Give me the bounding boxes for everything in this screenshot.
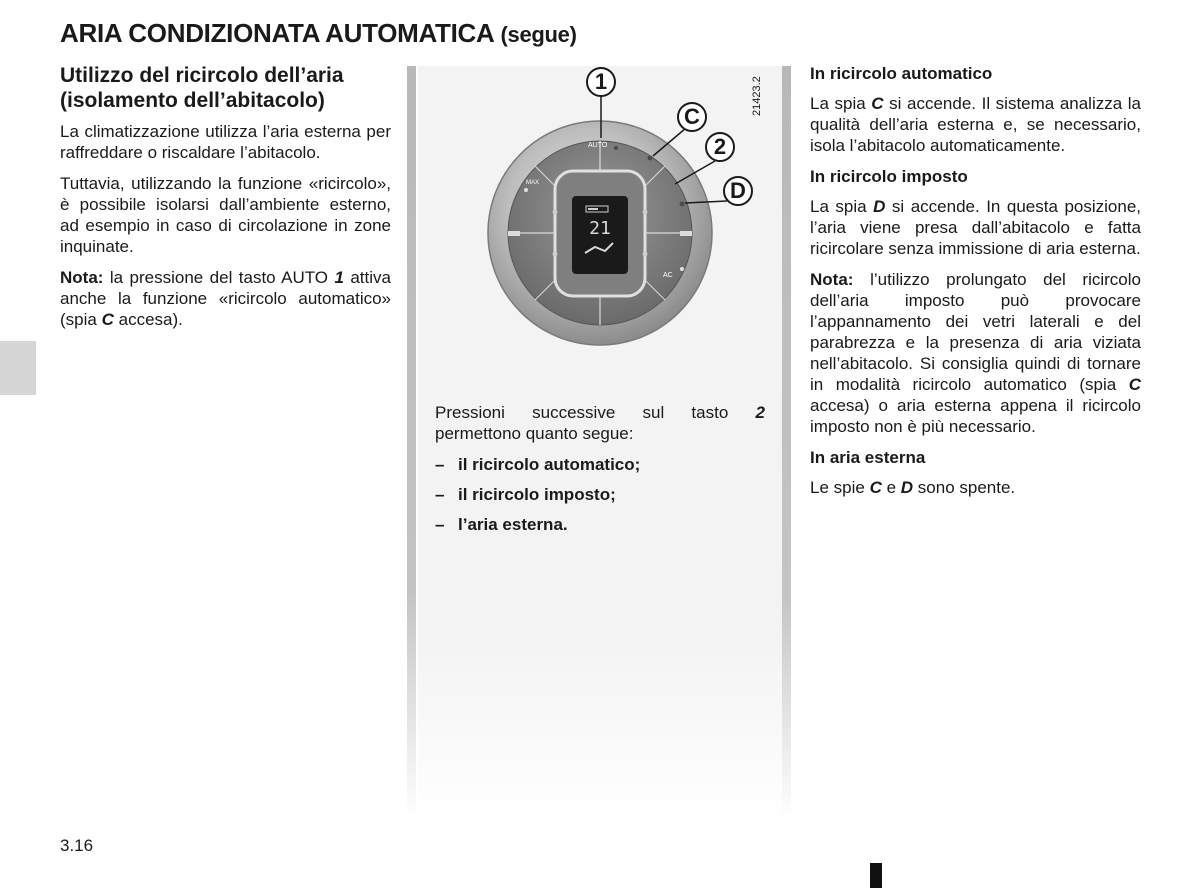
- section-heading-line1: Utilizzo del ricircolo dell’aria: [60, 64, 344, 87]
- page-title-text: ARIA CONDIZIONATA AUTOMATICA: [60, 18, 494, 48]
- list-dash: –: [435, 515, 445, 534]
- ac-button-label: AC: [663, 272, 673, 279]
- mode-list: [435, 454, 765, 535]
- figure-reference-number: 21423.2: [751, 76, 763, 116]
- svg-text:21: 21: [589, 218, 611, 239]
- page-title: [60, 18, 577, 49]
- auto-text-b: si accende. Il sistema analizza la qualità dell’aria esterna e, se necessario, isola l’abitacolo automaticamente.: [810, 94, 1142, 155]
- outside-indicator-c: C: [869, 478, 882, 497]
- note-text-a: l’utilizzo prolungato del ricircolo dell’aria imposto può provocare l’appannamento dei vetri laterali e del parabrezza e la presenza di aria viziata nell’abitacolo. Si consiglia quindi di tornare in modalità ricircolo automatico (spia: [810, 270, 1141, 394]
- note-text-b: accesa) o aria esterna appena il ricircolo imposto non è più necessario.: [810, 396, 1141, 436]
- forced-text-b: si accende. In questa posizione, l’aria viene presa dall’abitacolo e fatta ricircolare senza immissione di aria esterna.: [810, 197, 1141, 258]
- column-divider-right: [782, 66, 791, 821]
- paragraph-forced-recirculation: [810, 196, 1141, 259]
- page-number: 3.16: [60, 836, 94, 855]
- list-item: [435, 454, 765, 475]
- subheading-auto-recirculation: In ricircolo automatico: [810, 64, 993, 83]
- auto-text-a: La spia: [810, 94, 866, 113]
- callout-c: C: [677, 102, 707, 132]
- max-button-label: MAX: [526, 180, 540, 186]
- outside-text-a: Le spie: [810, 478, 865, 497]
- column-divider-left: [407, 66, 416, 821]
- paragraph-intro: La climatizzazione utilizza l’aria esterna per raffreddare o riscaldare l’abitacolo.: [60, 122, 391, 162]
- note-text-b: attiva anche la funzione «ricircolo automatico» (spia: [60, 268, 391, 329]
- paragraph-outside-air: [810, 477, 1141, 498]
- page-title-suffix: (segue): [500, 22, 577, 47]
- paragraph-note-recirculation: [810, 269, 1141, 437]
- callout-2: 2: [705, 132, 735, 162]
- list-item-text: l’aria esterna.: [458, 515, 568, 534]
- subheading-forced-recirculation: In ricircolo imposto: [810, 167, 968, 186]
- paragraph-recirculation: Tuttavia, utilizzando la funzione «ricircolo», è possibile isolarsi dall’ambiente esterno, ad esempio in caso di circolazione in zone inquinate.: [60, 174, 391, 256]
- key-presses-text-a: Pressioni successive sul tasto: [435, 403, 729, 422]
- indicator-d-light: [680, 202, 685, 207]
- note-label: Nota:: [810, 270, 854, 289]
- key-presses-text-b: permettono quanto segue:: [435, 424, 634, 443]
- note-indicator-letter: C: [101, 310, 114, 329]
- note-key-number: 1: [334, 268, 344, 287]
- section-heading-line2: (isolamento dell’abitacolo): [60, 89, 325, 112]
- column-middle: [435, 402, 765, 544]
- list-item: [435, 484, 765, 505]
- outside-indicator-d: D: [900, 478, 914, 497]
- outside-text-b: sono spente.: [917, 478, 1016, 497]
- indicator-c-light: [648, 156, 653, 161]
- paragraph-key-presses: [435, 402, 765, 444]
- climate-control-figure: [435, 66, 765, 396]
- list-dash: –: [435, 455, 445, 474]
- outside-text-and: e: [886, 478, 897, 497]
- auto-indicator-letter: C: [871, 94, 884, 113]
- paragraph-auto-recirculation: [810, 93, 1141, 156]
- print-mark: [870, 863, 882, 888]
- chapter-tab: [0, 341, 36, 395]
- forced-indicator-letter: D: [873, 197, 886, 216]
- auto-button-label: AUTO: [588, 142, 608, 149]
- list-item-text: il ricircolo automatico;: [458, 455, 641, 474]
- column-left: [60, 63, 391, 340]
- list-dash: –: [435, 485, 445, 504]
- note-indicator-letter: C: [1128, 375, 1141, 394]
- list-item-text: il ricircolo imposto;: [458, 485, 616, 504]
- section-heading: [60, 63, 391, 113]
- forced-text-a: La spia: [810, 197, 867, 216]
- note-text-a: la pressione del tasto AUTO: [109, 268, 329, 287]
- list-item: [435, 514, 765, 535]
- key-presses-number: 2: [755, 403, 765, 422]
- climate-control-illustration: [435, 66, 765, 396]
- column-right: [810, 63, 1141, 508]
- callout-d: D: [723, 176, 753, 206]
- paragraph-note: [60, 267, 391, 330]
- note-text-c: accesa).: [118, 310, 183, 329]
- callout-1: 1: [586, 67, 616, 97]
- note-label: Nota:: [60, 268, 104, 287]
- subheading-outside-air: In aria esterna: [810, 448, 926, 467]
